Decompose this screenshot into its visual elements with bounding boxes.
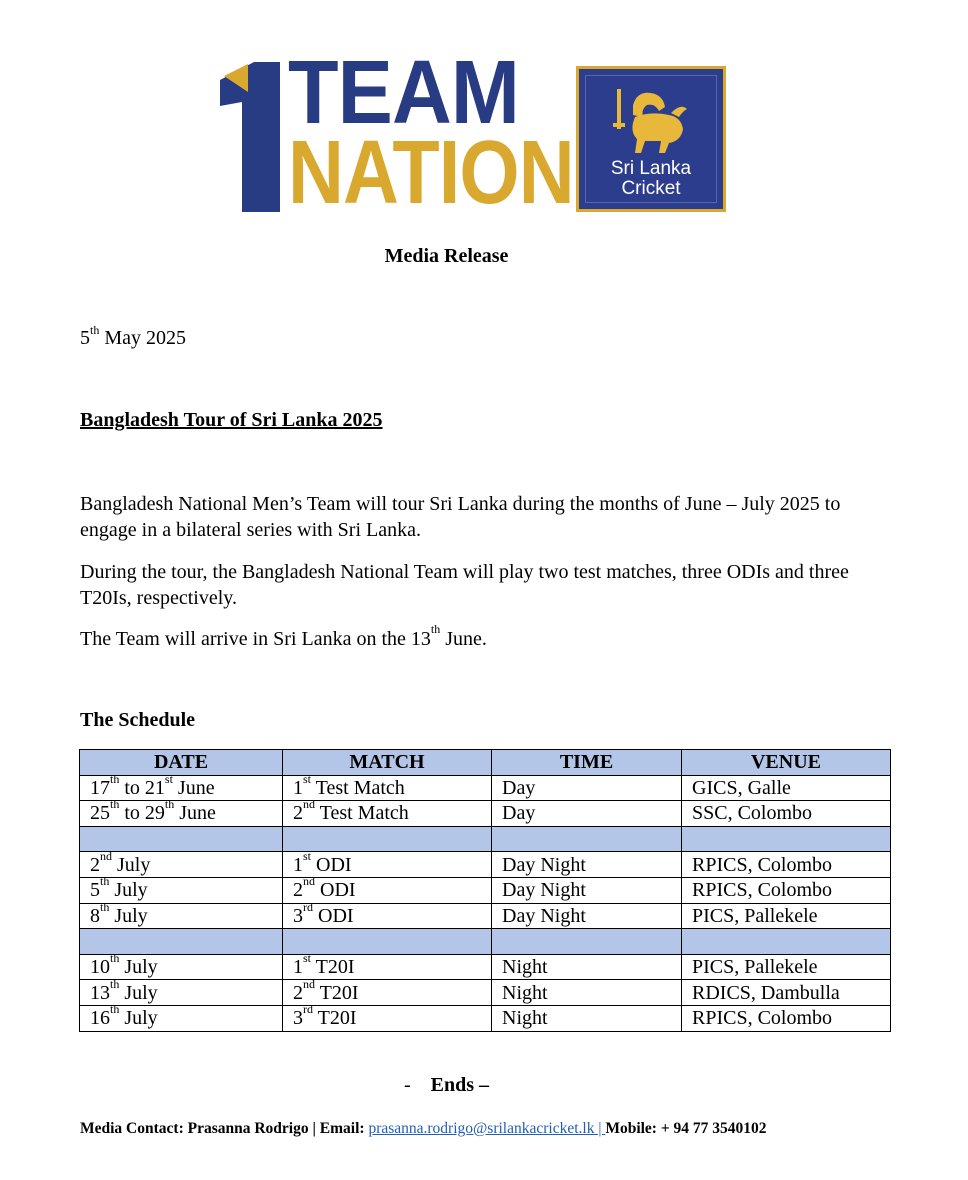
table-row xyxy=(80,801,891,827)
cell-time: Day xyxy=(492,775,682,801)
cell-time: Night xyxy=(492,980,682,1006)
cell-match: 1st Test Match xyxy=(283,775,492,801)
cell-time: Day Night xyxy=(492,903,682,929)
table-row xyxy=(80,775,891,801)
badge-text-cricket: Cricket xyxy=(621,178,681,199)
release-date: 5th May 2025 xyxy=(80,323,187,349)
header-match: MATCH xyxy=(283,750,492,776)
cell-match: 3rd T20I xyxy=(283,1005,492,1031)
cell-date: 25th to 29th June xyxy=(80,801,283,827)
cell-time: Day Night xyxy=(492,852,682,878)
table-row xyxy=(80,1005,891,1031)
table-row xyxy=(80,980,891,1006)
header-time: TIME xyxy=(492,750,682,776)
table-header-row xyxy=(80,750,891,776)
cell-date: 2nd July xyxy=(80,852,283,878)
table-separator-row xyxy=(80,929,891,955)
cell-date: 5th July xyxy=(80,877,283,903)
cell-match: 1st T20I xyxy=(283,954,492,980)
cell-match: 2nd T20I xyxy=(283,980,492,1006)
cell-time: Night xyxy=(492,954,682,980)
table-row xyxy=(80,852,891,878)
table-row xyxy=(80,954,891,980)
cell-match: 3rd ODI xyxy=(283,903,492,929)
lion-emblem-icon xyxy=(611,85,691,155)
release-heading: Bangladesh Tour of Sri Lanka 2025 xyxy=(80,409,383,431)
paragraph-tour: Bangladesh National Men’s Team will tour Sri Lanka during the months of June – July 2025 to engage in a bilateral series with Sri Lanka. xyxy=(80,493,841,541)
paragraph-matches: During the tour, the Bangladesh National Team will play two test matches, three ODIs and three T20Is, respectively. xyxy=(80,561,849,609)
cell-date: 16th July xyxy=(80,1005,283,1031)
cell-venue: RDICS, Dambulla xyxy=(682,980,891,1006)
cell-time: Day Night xyxy=(492,877,682,903)
table-separator-row xyxy=(80,826,891,852)
email-link[interactable]: prasanna.rodrigo@srilankacricket.lk | xyxy=(368,1120,606,1137)
cell-venue: PICS, Pallekele xyxy=(682,903,891,929)
table-row xyxy=(80,903,891,929)
schedule-table xyxy=(79,749,891,1032)
cell-venue: RPICS, Colombo xyxy=(682,1005,891,1031)
number-one-logo-mark xyxy=(218,62,290,212)
media-contact-footer: Media Contact: Prasanna Rodrigo | Email: prasanna.rodrigo@srilankacricket.lk | Mobile: + 94 77 3540102 xyxy=(80,1120,767,1137)
logo-nation-text: NATION xyxy=(288,123,574,223)
cell-date: 17th to 21st June xyxy=(80,775,283,801)
cell-venue: GICS, Galle xyxy=(682,775,891,801)
cell-venue: PICS, Pallekele xyxy=(682,954,891,980)
document-title: Media Release xyxy=(384,245,509,267)
paragraph-arrival: The Team will arrive in Sri Lanka on the 13th June. xyxy=(80,622,487,650)
cell-date: 10th July xyxy=(80,954,283,980)
sri-lanka-cricket-badge xyxy=(576,66,726,212)
table-row xyxy=(80,877,891,903)
logo-team-text: TEAM xyxy=(288,43,519,143)
cell-time: Night xyxy=(492,1005,682,1031)
team-nation-logo xyxy=(218,43,726,223)
cell-venue: RPICS, Colombo xyxy=(682,877,891,903)
header-venue: VENUE xyxy=(682,750,891,776)
cell-time: Day xyxy=(492,801,682,827)
cell-venue: SSC, Colombo xyxy=(682,801,891,827)
schedule-title: The Schedule xyxy=(80,709,196,731)
badge-text-sri-lanka: Sri Lanka xyxy=(610,158,692,179)
ends-marker: - Ends – xyxy=(403,1074,490,1096)
cell-date: 8th July xyxy=(80,903,283,929)
cell-date: 13th July xyxy=(80,980,283,1006)
cell-match: 2nd Test Match xyxy=(283,801,492,827)
cell-match: 2nd ODI xyxy=(283,877,492,903)
header-date: DATE xyxy=(80,750,283,776)
cell-match: 1st ODI xyxy=(283,852,492,878)
cell-venue: RPICS, Colombo xyxy=(682,852,891,878)
